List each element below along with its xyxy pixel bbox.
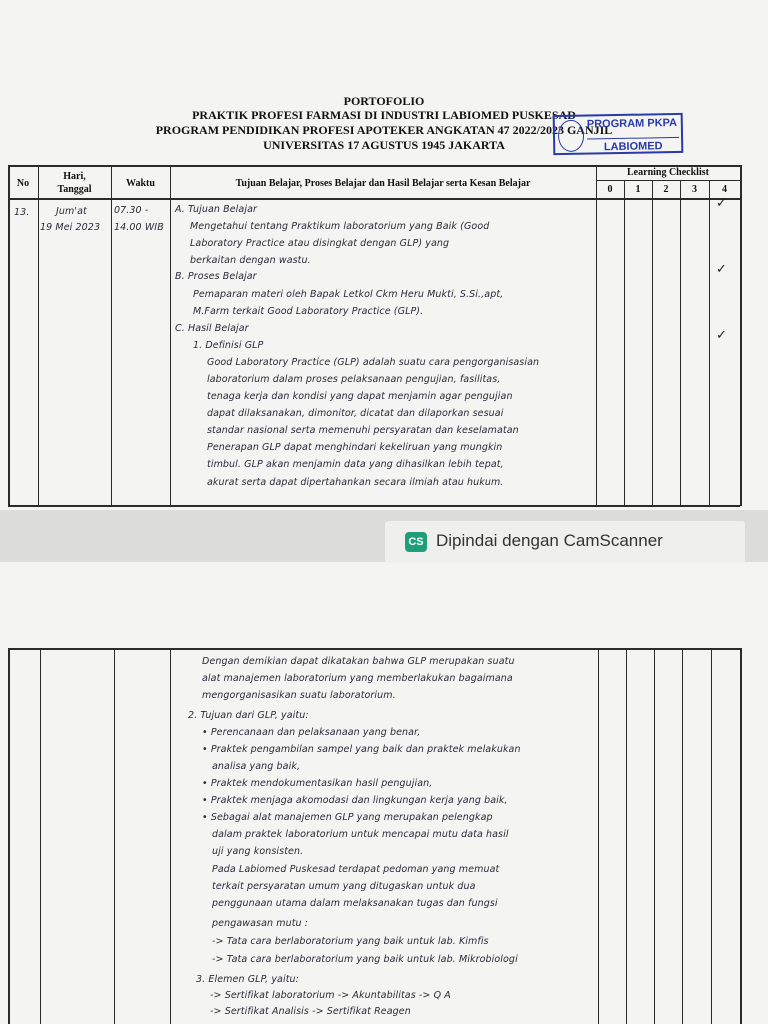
note-line: laboratorium dalam proses pelaksanaan pengujian, fasilitas, [207, 374, 501, 385]
note-line: timbul. GLP akan menjamin data yang dihasilkan lebih tepat, [207, 459, 504, 470]
column-header-no: No [16, 178, 30, 189]
document-subtitle-program: PROGRAM PENDIDIKAN PROFESI APOTEKER ANGKATAN 47 2022/2023 GANJIL [155, 123, 613, 137]
note-line: -> Tata cara berlaboratorium yang baik untuk lab. Kimfis [212, 936, 489, 947]
score-header-0: 0 [607, 184, 613, 195]
note-line: -> Tata cara berlaboratorium yang baik untuk lab. Mikrobiologi [212, 954, 518, 965]
score-header-3: 3 [692, 184, 697, 195]
document-subtitle-institution: PRAKTIK PROFESI FARMASI DI INDUSTRI LABIOMED PUSKESAD [192, 108, 576, 122]
note-line: pengawasan mutu : [212, 918, 309, 929]
note-line: Penerapan GLP dapat menghindari kekeliruan yang mungkin [207, 442, 503, 453]
column-header-date: Tanggal [57, 184, 92, 195]
note-line: 1. Definisi GLP [193, 340, 264, 351]
note-line: dalam praktek laboratorium untuk mencapai mutu data hasil [212, 829, 509, 840]
note-line: terkait persyaratan umum yang ditugaskan untuk dua [212, 881, 476, 892]
note-line: analisa yang baik, [212, 761, 301, 772]
entry-number: 13. [14, 207, 30, 218]
note-line: -> Sertifikat laboratorium -> Akuntabilitas -> Q A [210, 990, 451, 1001]
note-line: • Praktek mendokumentasikan hasil pengujian, [202, 778, 433, 789]
stamp-line-1: PROGRAM PKPA [586, 116, 678, 131]
document-subtitle-university: UNIVERSITAS 17 AGUSTUS 1945 JAKARTA [263, 138, 505, 152]
entry-time-end: 14.00 WIB [114, 222, 164, 233]
camscanner-watermark [385, 521, 745, 563]
note-line: C. Hasil Belajar [175, 323, 249, 334]
note-line: M.Farm terkait Good Laboratory Practice (GLP). [193, 306, 424, 317]
checklist-mark: ✓ [716, 328, 727, 343]
checklist-mark: ✓ [716, 196, 727, 211]
column-header-day: Hari, [63, 171, 86, 182]
note-line: Mengetahui tentang Praktikum laboratorium yang Baik (Good [190, 221, 490, 232]
note-line: akurat serta dapat dipertahankan secara ilmiah atau hukum. [207, 477, 504, 488]
program-stamp [553, 113, 684, 155]
note-line: standar nasional serta memenuhi persyaratan dan keselamatan [207, 425, 519, 436]
camscanner-label: Dipindai dengan CamScanner [436, 531, 663, 550]
note-line: dapat dilaksanakan, dimonitor, dicatat dan dilaporkan sesuai [207, 408, 504, 419]
note-line: Laboratory Practice atau disingkat dengan GLP) yang [190, 238, 450, 249]
note-line: • Perencanaan dan pelaksanaan yang benar, [202, 727, 421, 738]
note-line: Pada Labiomed Puskesad terdapat pedoman yang memuat [212, 864, 500, 875]
note-line: penggunaan utama dalam melaksanakan tugas dan fungsi [212, 898, 498, 909]
note-line: • Praktek pengambilan sampel yang baik dan praktek melakukan [202, 744, 521, 755]
note-line: Good Laboratory Practice (GLP) adalah suatu cara pengorganisasian [207, 357, 540, 368]
note-line: -> Sertifikat Analisis -> Sertifikat Reagen [210, 1006, 411, 1017]
note-line: 3. Elemen GLP, yaitu: [196, 974, 299, 985]
scanned-page-1 [0, 0, 768, 510]
column-header-description: Tujuan Belajar, Proses Belajar dan Hasil Belajar serta Kesan Belajar [235, 178, 531, 189]
document-title: PORTOFOLIO [343, 94, 425, 108]
seal-icon [558, 120, 585, 152]
note-line: Pemaparan materi oleh Bapak Letkol Ckm Heru Mukti, S.Si.,apt, [193, 289, 504, 300]
note-line: berkaitan dengan wastu. [190, 255, 311, 266]
note-line: uji yang konsisten. [212, 846, 304, 857]
entry-date: 19 Mei 2023 [40, 222, 101, 233]
note-line: • Praktek menjaga akomodasi dan lingkungan kerja yang baik, [202, 795, 508, 806]
checklist-mark: ✓ [716, 262, 727, 277]
camscanner-logo-icon: CS [405, 532, 427, 552]
score-header-1: 1 [635, 184, 641, 195]
note-line: tenaga kerja dan kondisi yang dapat menjamin agar pengujian [207, 391, 513, 402]
score-header-4: 4 [722, 184, 727, 195]
entry-day: Jum'at [56, 206, 87, 217]
note-line: B. Proses Belajar [175, 271, 257, 282]
stamp-line-2: LABIOMED [587, 137, 679, 154]
note-line: alat manajemen laboratorium yang memberlakukan bagaimana [202, 673, 513, 684]
entry-time-start: 07.30 - [114, 205, 149, 216]
note-line: 2. Tujuan dari GLP, yaitu: [188, 710, 309, 721]
note-line: mengorganisasikan suatu laboratorium. [202, 690, 396, 701]
score-header-2: 2 [663, 184, 669, 195]
column-header-time: Waktu [126, 178, 155, 189]
column-header-checklist: Learning Checklist [627, 167, 709, 178]
note-line: Dengan demikian dapat dikatakan bahwa GLP merupakan suatu [202, 656, 515, 667]
scanned-page-2 [0, 562, 768, 1024]
note-line: A. Tujuan Belajar [175, 204, 257, 215]
note-line: • Sebagai alat manajemen GLP yang merupakan pelengkap [202, 812, 493, 823]
